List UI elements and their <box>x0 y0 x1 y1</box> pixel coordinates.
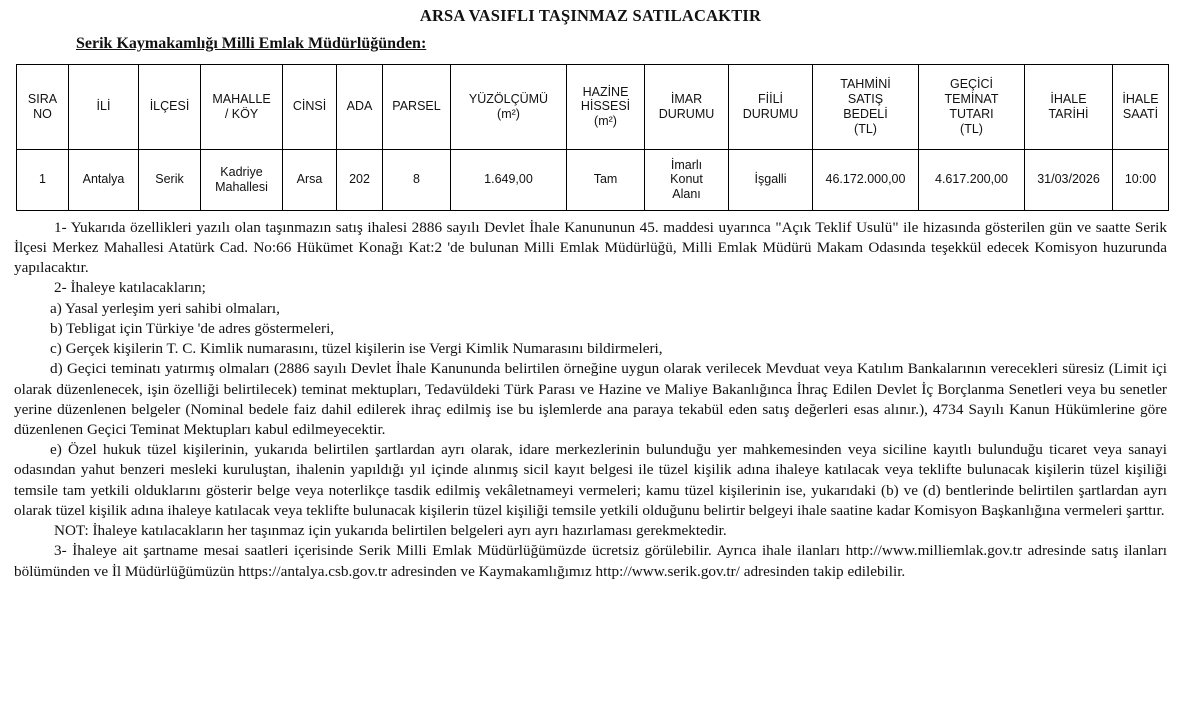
header-line-4: (TL) <box>854 121 877 136</box>
cell-yuzolcumu: 1.649,00 <box>451 149 567 210</box>
header-line-3: BEDELİ <box>843 106 888 121</box>
header-line-2: SATIŞ <box>847 92 884 107</box>
list-item-d: d) Geçici teminatı yatırmış olmaları (2886 sayılı Devlet İhale Kanununda belirtilen örneğine uygun olarak verilecek Mevduat veya Katılım Bankalarının verecekleri süresiz (Limit içi olarak düzenlenecek, işin özelliği belirtilecek) teminat mektupları, Tedavüldeki Türk Parası ve Hazine ve Maliye Bakanlığınca İhraç Edilen Devlet İç Borçlanma Senetleri veya bu senetler yerine düzenlenen belgeler (Nominal bedele faiz dahil edilerek ihraç edilmiş ise bu işlemlerde ana paraya tekabül eden satış değerleri esas alınır.), 4734 Sayılı Kanun Hükümlerine göre düzenlenen Geçici Teminat Mektupları kabul edilmeyecektir. <box>14 360 1167 438</box>
column-header-ada <box>337 64 383 149</box>
header-line-3: (m²) <box>594 114 617 129</box>
cell-hazine-hissesi: Tam <box>567 149 645 210</box>
header-line-2: DURUMU <box>742 106 799 121</box>
page-title: ARSA VASIFLI TAŞINMAZ SATILACAKTIR <box>419 6 762 25</box>
column-header-yuzolcumu <box>451 64 567 149</box>
document-subtitle: Serik Kaymakamlığı Milli Emlak Müdürlüğünden: <box>76 34 427 52</box>
header-line-2: NO <box>33 106 52 121</box>
header-line-4: (TL) <box>960 121 983 136</box>
column-header-tahmini-satis-bedeli <box>813 64 919 149</box>
paragraph-3: 3- İhaleye ait şartname mesai saatleri içerisinde Serik Milli Emlak Müdürlüğümüzde ücretsiz görülebilir. Ayrıca ihale ilanları http://www.milliemlak.gov.tr adresinde satış ilanları bölümünden ve İl Müdürlüğümüzün https://antalya.csb.gov.tr adresinden ve Kaymakamlığımız http://www.serik.gov.tr/ adresinden takip edilebilir. <box>14 542 1167 580</box>
header-line-1: GEÇİCİ <box>949 77 994 92</box>
cell-il: Antalya <box>69 149 139 210</box>
header-line-2: SAATİ <box>1122 106 1159 121</box>
column-header-cinsi <box>283 64 337 149</box>
column-header-gecici-teminat-tutari <box>919 64 1025 149</box>
cell-tahmini-satis-bedeli: 46.172.000,00 <box>813 149 919 210</box>
column-header-parsel <box>383 64 451 149</box>
table-row <box>17 149 1169 210</box>
header-line-1: SIRA <box>27 92 58 107</box>
header-line-1: İMAR <box>670 92 703 107</box>
document-body <box>14 218 1167 582</box>
listing-table-container <box>14 64 1167 211</box>
column-header-mahalle-koy <box>201 64 283 149</box>
header-line-1: TAHMİNİ <box>840 77 891 92</box>
header-line-1: PARSEL <box>392 99 441 114</box>
cell-ada: 202 <box>337 149 383 210</box>
list-item-b: b) Tebligat için Türkiye 'de adres göstermeleri, <box>50 319 335 337</box>
cell-imar-durumu <box>645 149 729 210</box>
header-line-1: İLÇESİ <box>149 99 190 114</box>
header-line-3: TUTARI <box>949 106 994 121</box>
cell-cinsi: Arsa <box>283 149 337 210</box>
cell-line-2: Konut <box>670 172 703 187</box>
list-item-a: a) Yasal yerleşim yeri sahibi olmaları, <box>50 299 280 317</box>
header-line-1: İHALE <box>1122 92 1159 107</box>
header-line-2: TARİHİ <box>1048 106 1089 121</box>
header-line-1: HAZİNE <box>582 84 629 99</box>
list-item-c: c) Gerçek kişilerin T. C. Kimlik numarasını, tüzel kişilerin ise Vergi Kimlik Numarasını bildirmeleri, <box>50 340 663 358</box>
cell-mahalle-koy <box>201 149 283 210</box>
cell-line-1: İmarlı <box>670 157 703 172</box>
cell-parsel: 8 <box>383 149 451 210</box>
cell-gecici-teminat-tutari: 4.617.200,00 <box>919 149 1025 210</box>
table-header-row <box>17 64 1169 149</box>
header-line-1: ADA <box>346 99 373 114</box>
list-item-e: e) Özel hukuk tüzel kişilerinin, yukarıda belirtilen şartlardan ayrı olarak, idare merkezlerinin bulunduğu yer mahkemesinden veya siciline kayıtlı bulunduğu ticaret veya sanayi odasından yahut benzeri mesleki kuruluştan, ihalenin yapıldığı yıl içinde alınmış sicil kayıt belgesi ile tüzel kişilik adına ihaleye katılacak veya teklifte bulunacak kişilerin tüzel kişiliği temsile tam yetkili olduklarını gösterir belge veya noterlikçe tasdik edilmiş vekâletnameyi vermeleri; kamu tüzel kişilerinin ise, yukarıdaki (b) ve (d) bentlerinde belirtilen şartlardan ayrı olarak tüzel kişilik adına ihaleye katılacak veya teklifte bulunacak kişilerin tüzel kişiliği temsile yetkili olduğunu belirtir belgeyi ihale saatine kadar Komisyon Başkanlığına vermeleri şarttır. <box>14 441 1167 519</box>
header-line-1: FİİLİ <box>757 92 783 107</box>
header-line-2: TEMİNAT <box>944 92 999 107</box>
cell-line-1: Kadriye <box>220 165 263 180</box>
column-header-fiili-durumu <box>729 64 813 149</box>
column-header-ihale-tarihi <box>1025 64 1113 149</box>
paragraph-1: 1- Yukarıda özellikleri yazılı olan taşınmazın satış ihalesi 2886 sayılı Devlet İhale Kanununun 45. maddesi uyarınca "Açık Teklif Usulü" ile hizasında gösterilen gün ve saatte Serik İlçesi Merkez Mahallesi Atatürk Cad. No:66 Hükümet Konağı Kat:2 'de bulunan Milli Emlak Müdürlüğü, Milli Emlak Müdürü Makam Odasında teşekkül edecek Komisyon huzurunda yapılacaktır. <box>14 218 1167 277</box>
cell-ihale-tarihi: 31/03/2026 <box>1025 149 1113 210</box>
cell-sira-no: 1 <box>17 149 69 210</box>
header-line-2: HİSSESİ <box>580 99 631 114</box>
note-line: NOT: İhaleye katılacakların her taşınmaz için yukarıda belirtilen belgeleri ayrı ayrı hazırlaması gerekmektedir. <box>54 522 727 540</box>
cell-ilce: Serik <box>139 149 201 210</box>
cell-line-3: Alanı <box>672 187 701 202</box>
column-header-sira-no <box>17 64 69 149</box>
paragraph-2: 2- İhaleye katılacakların; <box>54 279 206 297</box>
header-line-1: İLİ <box>96 99 111 114</box>
column-header-ihale-saati <box>1113 64 1169 149</box>
cell-fiili-durum: İşgalli <box>729 149 813 210</box>
header-line-2: / KÖY <box>224 106 259 121</box>
column-header-il <box>69 64 139 149</box>
cell-ihale-saati: 10:00 <box>1113 149 1169 210</box>
header-line-2: (m²) <box>497 106 520 121</box>
header-line-1: MAHALLE <box>212 92 271 107</box>
header-line-1: YÜZÖLÇÜMÜ <box>468 92 549 107</box>
property-listing-table <box>16 64 1169 211</box>
cell-line-2: Mahallesi <box>215 179 268 194</box>
header-line-1: İHALE <box>1050 92 1087 107</box>
header-line-2: DURUMU <box>658 106 715 121</box>
column-header-imar-durumu <box>645 64 729 149</box>
document-page <box>0 6 1181 726</box>
header-line-1: CİNSİ <box>292 99 327 114</box>
column-header-hazine-hissesi <box>567 64 645 149</box>
column-header-ilce <box>139 64 201 149</box>
